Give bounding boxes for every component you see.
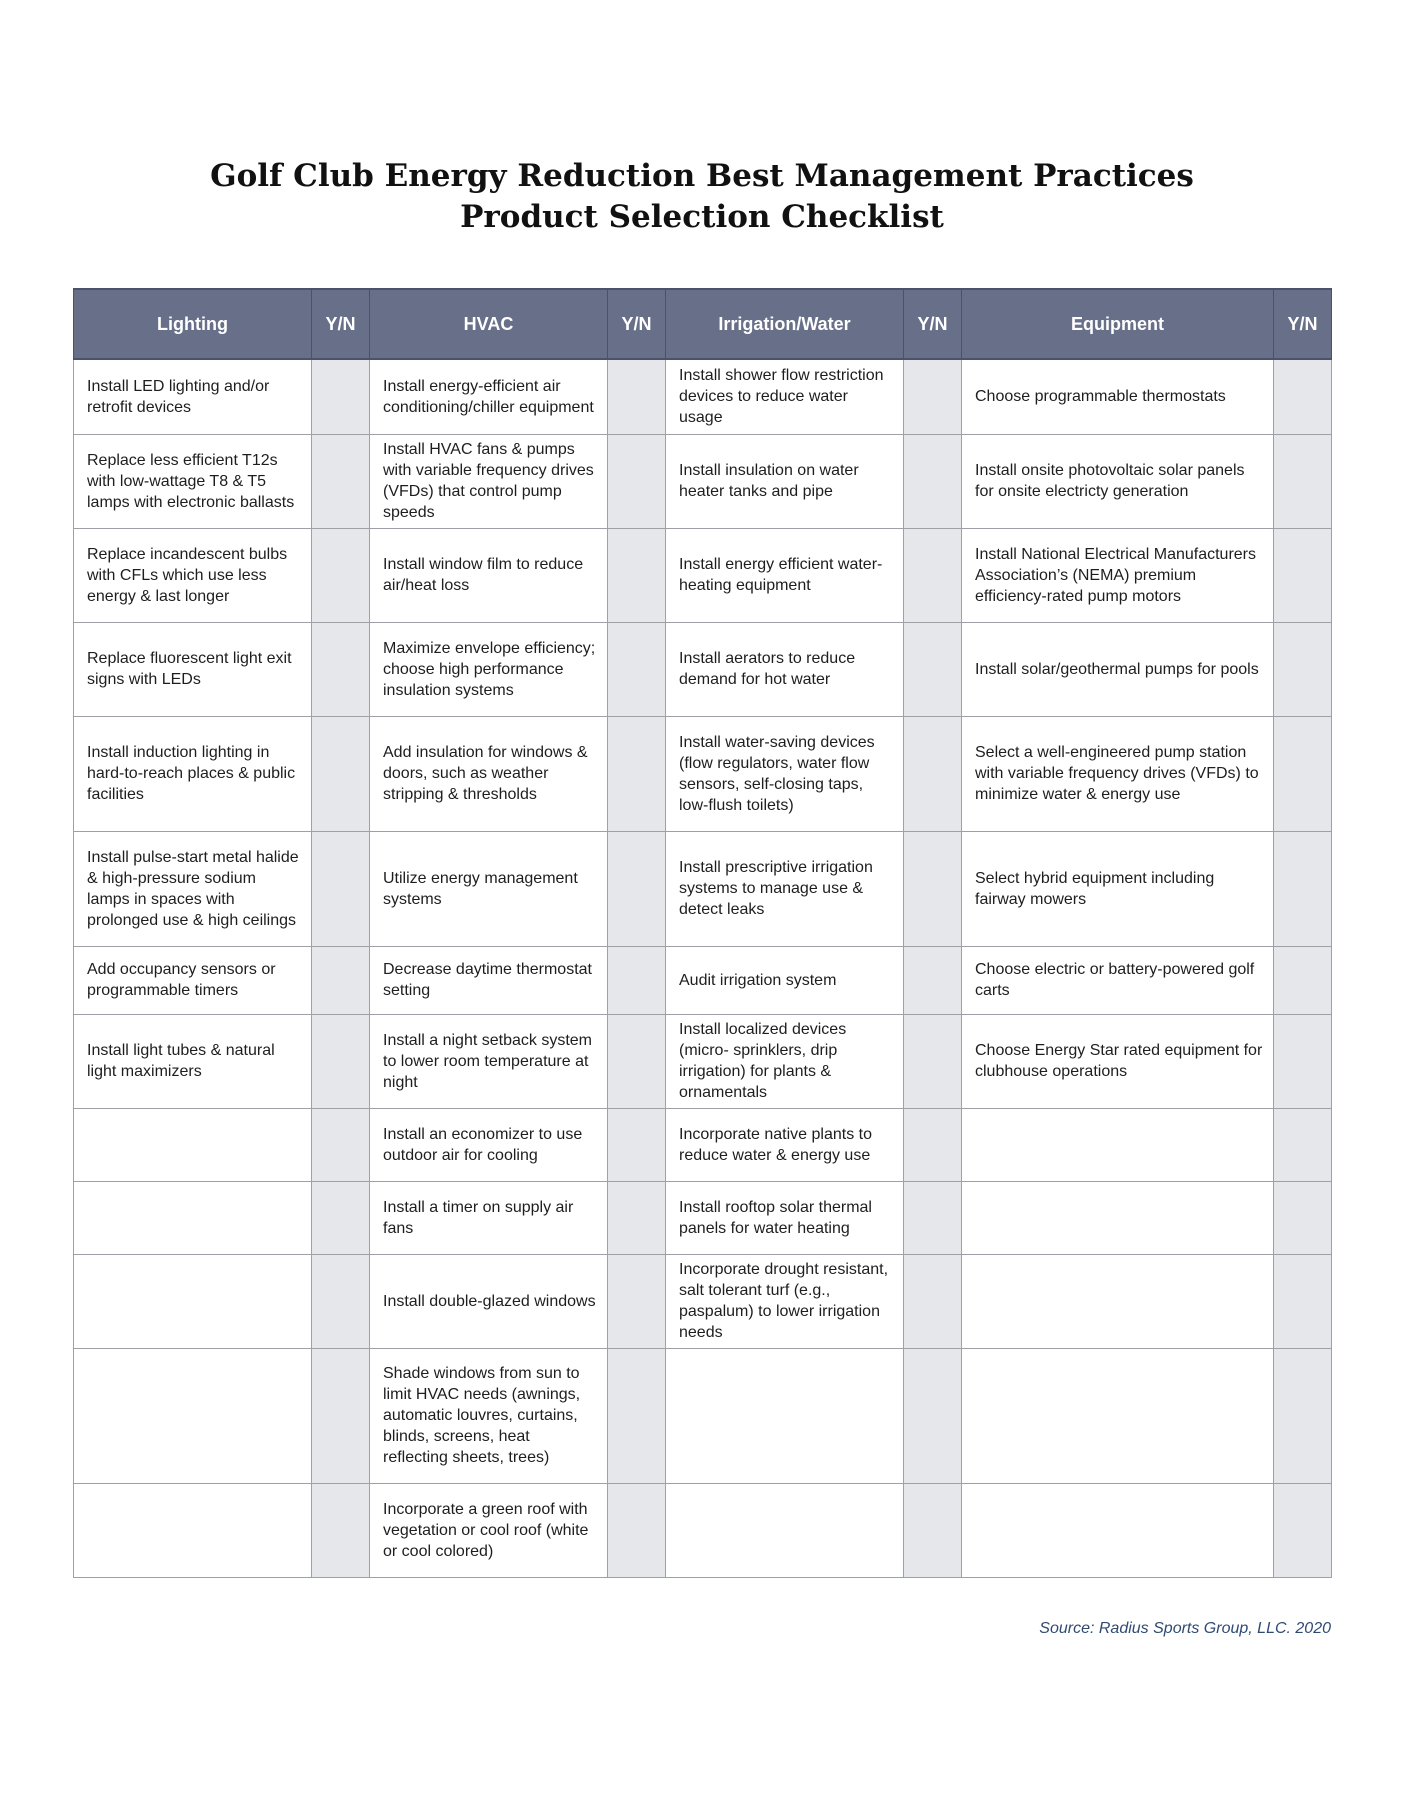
practice-cell-hvac: Install double-glazed windows xyxy=(370,1254,608,1348)
yn-checkbox-cell-irrigation[interactable] xyxy=(904,1108,962,1181)
practice-cell-equipment xyxy=(962,1348,1274,1483)
header-yn-irrigation: Y/N xyxy=(904,289,962,359)
practice-cell-hvac: Add insulation for windows & doors, such as weather stripping & thresholds xyxy=(370,716,608,831)
table-row xyxy=(74,716,1332,831)
yn-checkbox-cell-hvac[interactable] xyxy=(608,1348,666,1483)
practice-cell-irrigation: Install insulation on water heater tanks and pipe xyxy=(666,434,904,528)
yn-checkbox-cell-lighting[interactable] xyxy=(312,831,370,946)
practice-cell-irrigation: Install water-saving devices (flow regulators, water flow sensors, self-closing taps, low-flush toilets) xyxy=(666,716,904,831)
yn-checkbox-cell-hvac[interactable] xyxy=(608,1483,666,1577)
yn-checkbox-cell-equipment[interactable] xyxy=(1274,1254,1332,1348)
practice-cell-lighting: Replace fluorescent light exit signs with LEDs xyxy=(74,622,312,716)
practice-cell-lighting: Add occupancy sensors or programmable timers xyxy=(74,946,312,1014)
yn-checkbox-cell-hvac[interactable] xyxy=(608,831,666,946)
yn-checkbox-cell-hvac[interactable] xyxy=(608,434,666,528)
practice-cell-lighting: Install LED lighting and/or retrofit devices xyxy=(74,359,312,434)
yn-checkbox-cell-equipment[interactable] xyxy=(1274,359,1332,434)
practice-cell-lighting: Replace incandescent bulbs with CFLs which use less energy & last longer xyxy=(74,528,312,622)
table-row xyxy=(74,359,1332,434)
table-row xyxy=(74,622,1332,716)
practice-cell-equipment: Select hybrid equipment including fairway mowers xyxy=(962,831,1274,946)
yn-checkbox-cell-equipment[interactable] xyxy=(1274,622,1332,716)
practice-cell-equipment: Choose programmable thermostats xyxy=(962,359,1274,434)
practice-cell-hvac: Install a timer on supply air fans xyxy=(370,1181,608,1254)
practice-cell-equipment: Install National Electrical Manufacturers Association’s (NEMA) premium efficiency-rated pump motors xyxy=(962,528,1274,622)
practice-cell-equipment: Install solar/geothermal pumps for pools xyxy=(962,622,1274,716)
yn-checkbox-cell-hvac[interactable] xyxy=(608,946,666,1014)
header-row xyxy=(74,289,1332,359)
yn-checkbox-cell-equipment[interactable] xyxy=(1274,831,1332,946)
practice-cell-irrigation: Incorporate native plants to reduce water & energy use xyxy=(666,1108,904,1181)
practice-cell-irrigation: Install aerators to reduce demand for hot water xyxy=(666,622,904,716)
checklist-table xyxy=(73,288,1332,1578)
practice-cell-lighting: Install induction lighting in hard-to-reach places & public facilities xyxy=(74,716,312,831)
yn-checkbox-cell-irrigation[interactable] xyxy=(904,1483,962,1577)
practice-cell-lighting xyxy=(74,1348,312,1483)
practice-cell-lighting: Install pulse-start metal halide & high-pressure sodium lamps in spaces with prolonged use & high ceilings xyxy=(74,831,312,946)
yn-checkbox-cell-equipment[interactable] xyxy=(1274,1014,1332,1108)
yn-checkbox-cell-irrigation[interactable] xyxy=(904,831,962,946)
practice-cell-hvac: Install window film to reduce air/heat loss xyxy=(370,528,608,622)
practice-cell-equipment: Select a well-engineered pump station with variable frequency drives (VFDs) to minimize water & energy use xyxy=(962,716,1274,831)
yn-checkbox-cell-equipment[interactable] xyxy=(1274,1108,1332,1181)
yn-checkbox-cell-hvac[interactable] xyxy=(608,528,666,622)
yn-checkbox-cell-irrigation[interactable] xyxy=(904,1014,962,1108)
practice-cell-equipment: Install onsite photovoltaic solar panels for onsite electricty generation xyxy=(962,434,1274,528)
practice-cell-lighting xyxy=(74,1254,312,1348)
yn-checkbox-cell-lighting[interactable] xyxy=(312,1483,370,1577)
yn-checkbox-cell-irrigation[interactable] xyxy=(904,1348,962,1483)
table-row xyxy=(74,1014,1332,1108)
yn-checkbox-cell-hvac[interactable] xyxy=(608,359,666,434)
practice-cell-lighting xyxy=(74,1483,312,1577)
practice-cell-equipment xyxy=(962,1483,1274,1577)
yn-checkbox-cell-irrigation[interactable] xyxy=(904,434,962,528)
yn-checkbox-cell-equipment[interactable] xyxy=(1274,434,1332,528)
yn-checkbox-cell-irrigation[interactable] xyxy=(904,1181,962,1254)
practice-cell-irrigation: Audit irrigation system xyxy=(666,946,904,1014)
yn-checkbox-cell-equipment[interactable] xyxy=(1274,946,1332,1014)
yn-checkbox-cell-equipment[interactable] xyxy=(1274,1483,1332,1577)
table-row xyxy=(74,1254,1332,1348)
practice-cell-irrigation: Install shower flow restriction devices to reduce water usage xyxy=(666,359,904,434)
practice-cell-lighting xyxy=(74,1181,312,1254)
yn-checkbox-cell-hvac[interactable] xyxy=(608,1014,666,1108)
practice-cell-hvac: Maximize envelope efficiency; choose high performance insulation systems xyxy=(370,622,608,716)
yn-checkbox-cell-lighting[interactable] xyxy=(312,1014,370,1108)
practice-cell-irrigation: Install rooftop solar thermal panels for water heating xyxy=(666,1181,904,1254)
yn-checkbox-cell-irrigation[interactable] xyxy=(904,1254,962,1348)
practice-cell-equipment: Choose Energy Star rated equipment for clubhouse operations xyxy=(962,1014,1274,1108)
table-row xyxy=(74,946,1332,1014)
yn-checkbox-cell-lighting[interactable] xyxy=(312,1181,370,1254)
practice-cell-hvac: Install an economizer to use outdoor air for cooling xyxy=(370,1108,608,1181)
header-hvac: HVAC xyxy=(370,289,608,359)
table-row xyxy=(74,528,1332,622)
table-row xyxy=(74,1348,1332,1483)
yn-checkbox-cell-hvac[interactable] xyxy=(608,622,666,716)
yn-checkbox-cell-equipment[interactable] xyxy=(1274,528,1332,622)
table-row xyxy=(74,1483,1332,1577)
yn-checkbox-cell-lighting[interactable] xyxy=(312,1348,370,1483)
practice-cell-irrigation: Install energy efficient water-heating equipment xyxy=(666,528,904,622)
yn-checkbox-cell-lighting[interactable] xyxy=(312,359,370,434)
practice-cell-hvac: Install energy-efficient air conditioning/chiller equipment xyxy=(370,359,608,434)
yn-checkbox-cell-lighting[interactable] xyxy=(312,434,370,528)
practice-cell-equipment xyxy=(962,1254,1274,1348)
header-yn-hvac: Y/N xyxy=(608,289,666,359)
yn-checkbox-cell-hvac[interactable] xyxy=(608,1181,666,1254)
yn-checkbox-cell-hvac[interactable] xyxy=(608,1254,666,1348)
practice-cell-lighting xyxy=(74,1108,312,1181)
yn-checkbox-cell-irrigation[interactable] xyxy=(904,528,962,622)
checklist-body xyxy=(74,359,1332,1577)
yn-checkbox-cell-equipment[interactable] xyxy=(1274,1181,1332,1254)
header-equipment: Equipment xyxy=(962,289,1274,359)
table-row xyxy=(74,1181,1332,1254)
yn-checkbox-cell-equipment[interactable] xyxy=(1274,716,1332,831)
yn-checkbox-cell-lighting[interactable] xyxy=(312,622,370,716)
yn-checkbox-cell-lighting[interactable] xyxy=(312,1108,370,1181)
table-row xyxy=(74,434,1332,528)
practice-cell-hvac: Shade windows from sun to limit HVAC needs (awnings, automatic louvres, curtains, blinds, screens, heat reflecting sheets, trees) xyxy=(370,1348,608,1483)
yn-checkbox-cell-irrigation[interactable] xyxy=(904,946,962,1014)
yn-checkbox-cell-lighting[interactable] xyxy=(312,1254,370,1348)
practice-cell-irrigation: Incorporate drought resistant, salt tolerant turf (e.g., paspalum) to lower irrigation needs xyxy=(666,1254,904,1348)
practice-cell-hvac: Incorporate a green roof with vegetation or cool roof (white or cool colored) xyxy=(370,1483,608,1577)
practice-cell-equipment: Choose electric or battery-powered golf carts xyxy=(962,946,1274,1014)
yn-checkbox-cell-irrigation[interactable] xyxy=(904,716,962,831)
practice-cell-irrigation: Install prescriptive irrigation systems to manage use & detect leaks xyxy=(666,831,904,946)
title-line-2: Product Selection Checklist xyxy=(460,199,944,235)
document-title xyxy=(0,156,1404,238)
yn-checkbox-cell-lighting[interactable] xyxy=(312,716,370,831)
title-line-1: Golf Club Energy Reduction Best Management Practices xyxy=(210,158,1194,194)
table-row xyxy=(74,831,1332,946)
yn-checkbox-cell-hvac[interactable] xyxy=(608,1108,666,1181)
practice-cell-lighting: Install light tubes & natural light maximizers xyxy=(74,1014,312,1108)
header-lighting: Lighting xyxy=(74,289,312,359)
source-citation: Source: Radius Sports Group, LLC. 2020 xyxy=(1039,1620,1331,1637)
header-yn-lighting: Y/N xyxy=(312,289,370,359)
yn-checkbox-cell-irrigation[interactable] xyxy=(904,622,962,716)
practice-cell-hvac: Install a night setback system to lower room temperature at night xyxy=(370,1014,608,1108)
practice-cell-irrigation xyxy=(666,1348,904,1483)
yn-checkbox-cell-lighting[interactable] xyxy=(312,528,370,622)
header-yn-equipment: Y/N xyxy=(1274,289,1332,359)
practice-cell-hvac: Utilize energy management systems xyxy=(370,831,608,946)
yn-checkbox-cell-equipment[interactable] xyxy=(1274,1348,1332,1483)
practice-cell-equipment xyxy=(962,1108,1274,1181)
header-irrigation-water: Irrigation/Water xyxy=(666,289,904,359)
table-row xyxy=(74,1108,1332,1181)
practice-cell-irrigation: Install localized devices (micro- sprinklers, drip irrigation) for plants & ornamentals xyxy=(666,1014,904,1108)
practice-cell-equipment xyxy=(962,1181,1274,1254)
practice-cell-irrigation xyxy=(666,1483,904,1577)
yn-checkbox-cell-hvac[interactable] xyxy=(608,716,666,831)
practice-cell-hvac: Install HVAC fans & pumps with variable frequency drives (VFDs) that control pump speeds xyxy=(370,434,608,528)
yn-checkbox-cell-irrigation[interactable] xyxy=(904,359,962,434)
yn-checkbox-cell-lighting[interactable] xyxy=(312,946,370,1014)
practice-cell-lighting: Replace less efficient T12s with low-wattage T8 & T5 lamps with electronic ballasts xyxy=(74,434,312,528)
practice-cell-hvac: Decrease daytime thermostat setting xyxy=(370,946,608,1014)
